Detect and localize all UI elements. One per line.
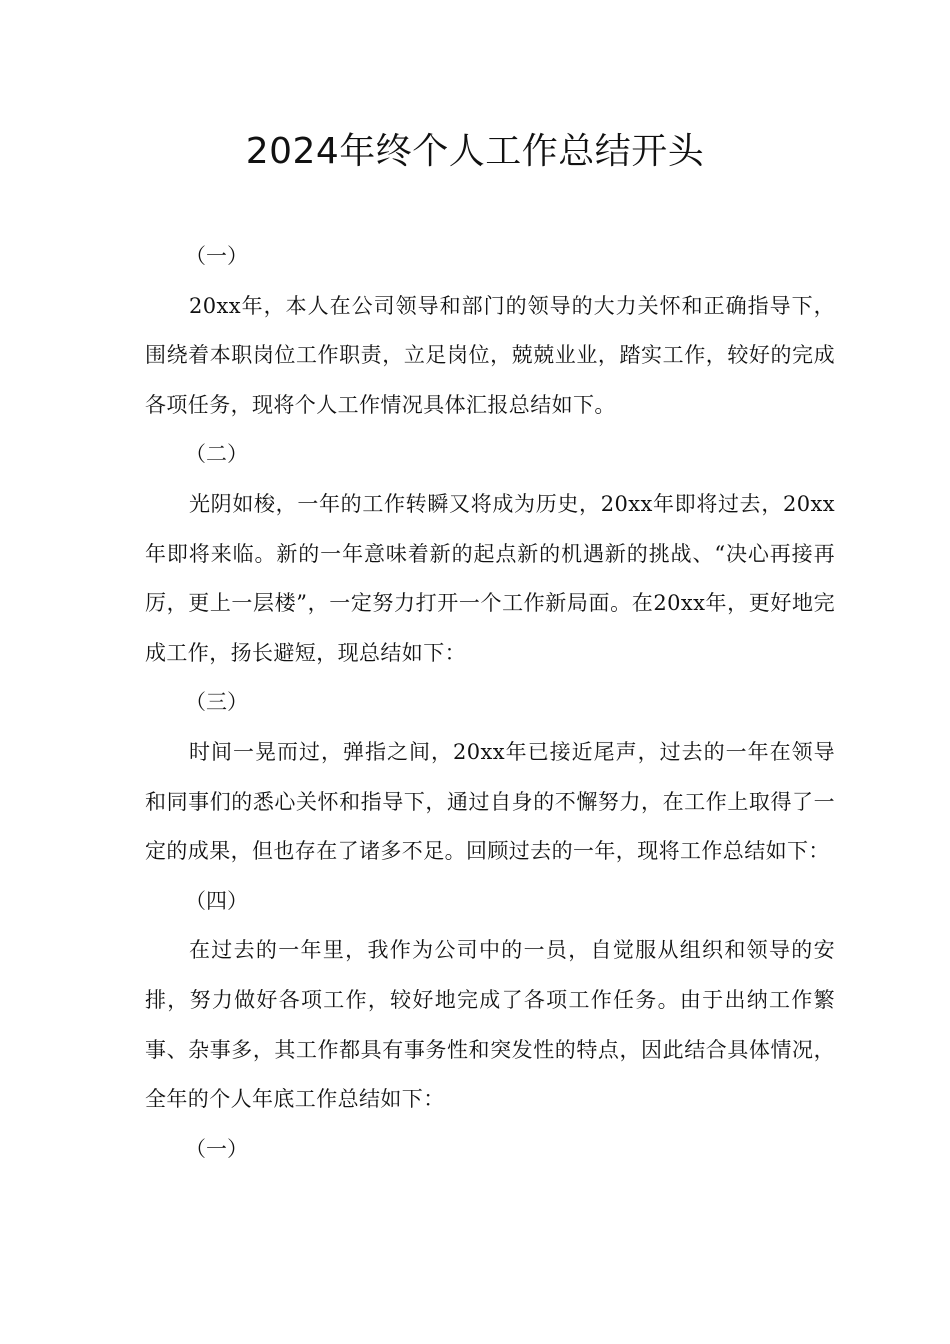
document-title: 2024年终个人工作总结开头 — [245, 131, 705, 172]
section-marker-1: （一） — [185, 244, 248, 268]
trailing-section-marker: （一） — [185, 1136, 248, 1161]
section-marker-4: （四） — [185, 888, 248, 913]
section-marker-2: （二） — [185, 442, 248, 467]
section-paragraph-1: 20xx年，本人在公司领导和部门的领导的大力关怀和正确指导下，围绕着本职岗位工作职责，立足岗位，兢兢业业，踏实工作，较好的完成各项任务，现将个人工作情况具体汇报总结如下。 — [145, 293, 835, 417]
document-body — [145, 232, 835, 1174]
section-marker-3: （三） — [185, 690, 248, 715]
section-paragraph-4: 在过去的一年里，我作为公司中的一员，自觉服从组织和领导的安排，努力做好各项工作，较好地完成了各项工作任务。由于出纳工作繁事、杂事多，其工作都具有事务性和突发性的特点，因此结合具体情况，全年的个人年底工作总结如下： — [145, 938, 835, 1112]
section-paragraph-3: 时间一晃而过，弹指之间，20xx年已接近尾声，过去的一年在领导和同事们的悉心关怀和指导下，通过自身的不懈努力，在工作上取得了一定的成果，但也存在了诸多不足。回顾过去的一年，现将工作总结如下： — [145, 739, 835, 864]
section-paragraph-2: 光阴如梭，一年的工作转瞬又将成为历史，20xx年即将过去，20xx年即将来临。新的一年意味着新的起点新的机遇新的挑战、“决心再接再厉，更上一层楼”，一定努力打开一个工作新局面。在20xx年，更好地完成工作，扬长避短，现总结如下： — [145, 491, 835, 665]
